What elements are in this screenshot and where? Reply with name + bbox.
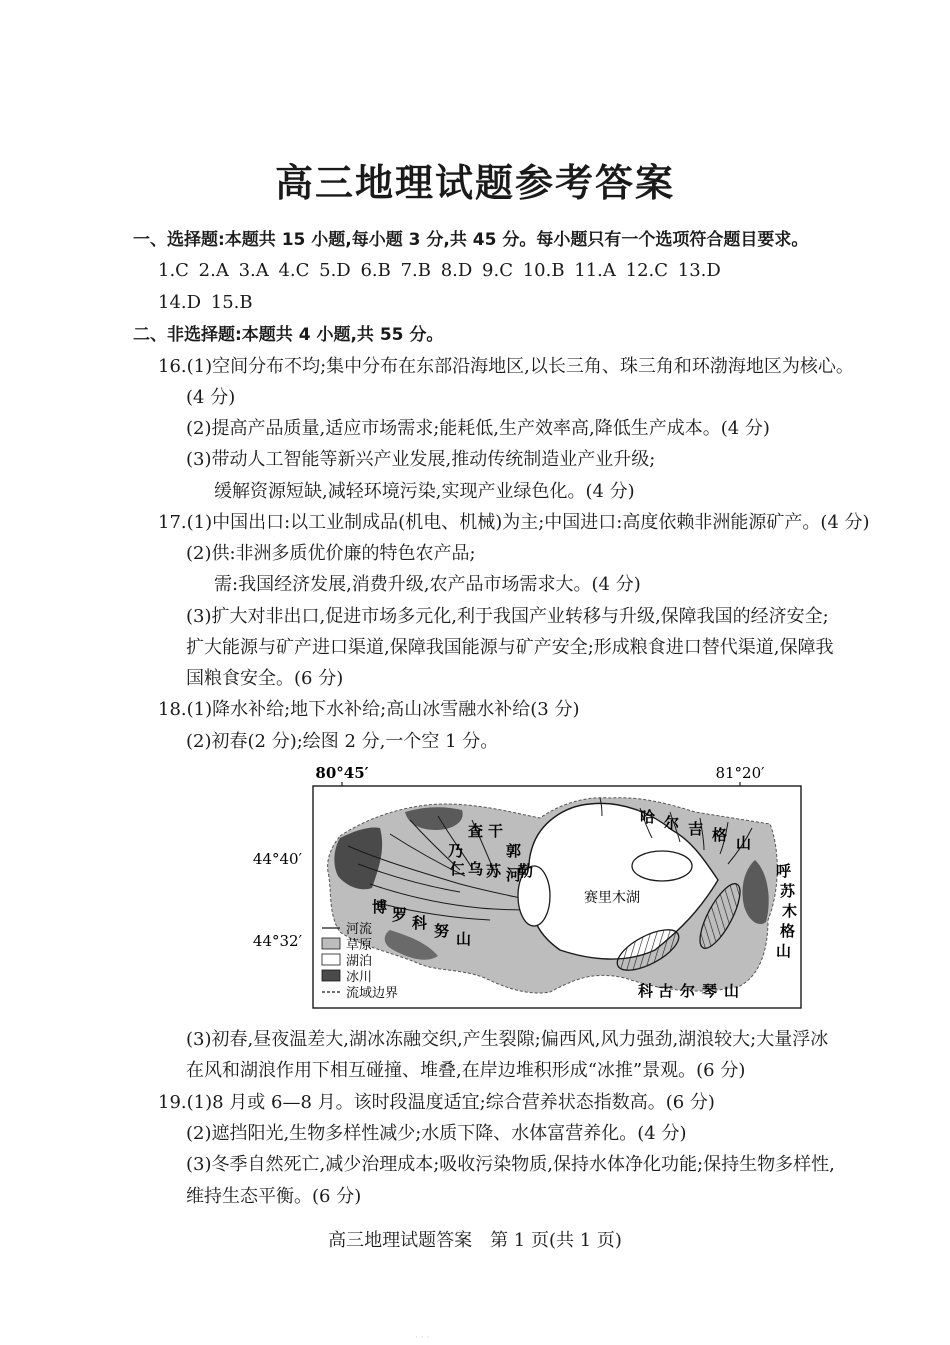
q18-part3: (3)初春,昼夜温差大,湖冰冻融交织,产生裂隙;偏西风,风力强劲,湖浪较大;大量浮冰 xyxy=(186,1029,829,1050)
mtn-bolokenu-char-4: 山 xyxy=(456,930,472,948)
ice-ellipse-northeast xyxy=(632,851,692,881)
mtn-south-char-2: 尔 xyxy=(680,982,696,1000)
mtn-east-char-2: 木 xyxy=(782,902,798,920)
sayram-lake-map xyxy=(240,760,820,1020)
q16-part2: (2)提高产品质量,适应市场需求;能耗低,生产效率高,降低生产成本。(4 分) xyxy=(186,418,770,439)
mtn-east-char-3: 格 xyxy=(780,922,796,940)
lon-label-left: 80°45′ xyxy=(315,764,369,782)
legend-glacier-symbol xyxy=(322,970,340,981)
legend-lake-label: 湖泊 xyxy=(346,954,373,969)
lat-label-bottom: 44°32′ xyxy=(252,932,302,950)
page-footer: 高三地理试题答案 第 1 页(共 1 页) xyxy=(328,1230,622,1251)
lat-label-top: 44°40′ xyxy=(252,850,302,868)
mtn-north-char-1: 尔 xyxy=(664,814,680,832)
mtn-east-char-4: 山 xyxy=(776,942,792,960)
mtn-north-char-0: 哈 xyxy=(640,808,656,826)
river-char-2: 乌 xyxy=(468,860,484,878)
mtn-east-char-0: 呼 xyxy=(776,862,792,880)
q17-part3: (3)扩大对非出口,促进市场多元化,利于我国产业转移与升级,保障我国的经济安全; xyxy=(186,606,829,627)
q19-part1: 19.(1)8 月或 6—8 月。该时段温度适宜;综合营养状态指数高。(6 分) xyxy=(158,1092,715,1113)
q17-part1: 17.(1)中国出口:以工业制成品(机电、机械)为主;中国进口:高度依赖非洲能源矿产。(4 分) xyxy=(158,512,870,533)
q16-part3-cont: 缓解资源短缺,减轻环境污染,实现产业绿色化。(4 分) xyxy=(214,481,635,502)
mtn-east-char-1: 苏 xyxy=(780,882,796,900)
q18-part3-cont: 在风和湖浪作用下相互碰撞、堆叠,在岸边堆积形成“冰推”景观。(6 分) xyxy=(186,1060,746,1081)
section1-header: 一、选择题:本题共 15 小题,每小题 3 分,共 45 分。每小题只有一个选项符合题目要求。 xyxy=(133,230,809,250)
lon-label-right: 81°20′ xyxy=(715,764,765,782)
river-char-3: 苏 xyxy=(486,862,502,880)
mtn-bolokenu-char-1: 罗 xyxy=(392,906,408,924)
legend-lake-symbol xyxy=(322,954,340,965)
section2-header: 二、非选择题:本题共 4 小题,共 55 分。 xyxy=(133,325,444,345)
q16-part3: (3)带动人工智能等新兴产业发展,推动传统制造业产业升级; xyxy=(186,449,656,470)
river-char-1: 仁 xyxy=(450,860,466,878)
mtn-bolokenu-char-3: 努 xyxy=(434,922,450,940)
mtn-north-char-2: 吉 xyxy=(688,820,704,838)
q18-part2: (2)初春(2 分);绘图 2 分,一个空 1 分。 xyxy=(186,731,499,752)
legend-grass-label: 草原 xyxy=(346,938,373,953)
mtn-south-char-3: 琴 xyxy=(702,982,718,1000)
legend-boundary-label: 流域边界 xyxy=(346,986,399,1001)
mtn-south-char-4: 山 xyxy=(724,982,740,1000)
q16-part1: 16.(1)空间分布不均;集中分布在东部沿海地区,以长三角、珠三角和环渤海地区为核心。 xyxy=(158,356,854,377)
mtn-chagan-char-2: 郭 xyxy=(506,842,522,860)
q17-part3-cont1: 扩大能源与矿产进口渠道,保障我国能源与矿产安全;形成粮食进口替代渠道,保障我 xyxy=(186,637,834,658)
river-char-0: 乃 xyxy=(448,842,464,860)
q17-part2-cont: 需:我国经济发展,消费升级,农产品市场需求大。(4 分) xyxy=(214,574,641,595)
river-char-4: 河 xyxy=(506,866,522,884)
legend-river-label: 河流 xyxy=(346,922,373,937)
mtn-chagan-char-0: 查 xyxy=(468,822,484,840)
choice-answers-line2: 14.D 15.B xyxy=(158,292,253,313)
q17-part2: (2)供:非洲多质优价廉的特色农产品; xyxy=(186,543,476,564)
mtn-chagan-char-1: 干 xyxy=(488,822,504,840)
lake-name-label: 赛里木湖 xyxy=(584,890,640,906)
mtn-north-char-4: 山 xyxy=(736,834,752,852)
q19-part2: (2)遮挡阳光,生物多样性减少;水质下降、水体富营养化。(4 分) xyxy=(186,1123,687,1144)
mtn-south-char-0: 科 xyxy=(638,982,654,1000)
q17-part3-cont2: 国粮食安全。(6 分) xyxy=(186,668,344,689)
mtn-bolokenu-char-2: 科 xyxy=(412,914,428,932)
q18-part1: 18.(1)降水补给;地下水补给;高山冰雪融水补给(3 分) xyxy=(158,699,580,720)
mtn-south-char-1: 古 xyxy=(658,982,674,1000)
label-keguerqin-mountain xyxy=(637,982,739,1000)
q19-part3-cont: 维持生态平衡。(6 分) xyxy=(186,1186,362,1207)
q19-part3: (3)冬季自然死亡,减少治理成本;吸收污染物质,保持水体净化功能;保持生物多样性, xyxy=(186,1154,835,1175)
mtn-bolokenu-char-0: 博 xyxy=(372,898,388,916)
mtn-chagan-char-3: 勒 xyxy=(518,862,534,880)
page-title: 高三地理试题参考答案 xyxy=(274,161,675,205)
q16-part1-score: (4 分) xyxy=(186,387,236,408)
choice-answers-line1: 1.C 2.A 3.A 4.C 5.D 6.B 7.B 8.D 9.C 10.B 11.A 12.C 13.D xyxy=(158,260,721,281)
mtn-north-char-3: 格 xyxy=(712,826,728,844)
faint-scan-mark: · · · xyxy=(415,1333,430,1343)
legend-glacier-label: 冰川 xyxy=(346,970,373,985)
legend-grass-symbol xyxy=(322,938,340,949)
